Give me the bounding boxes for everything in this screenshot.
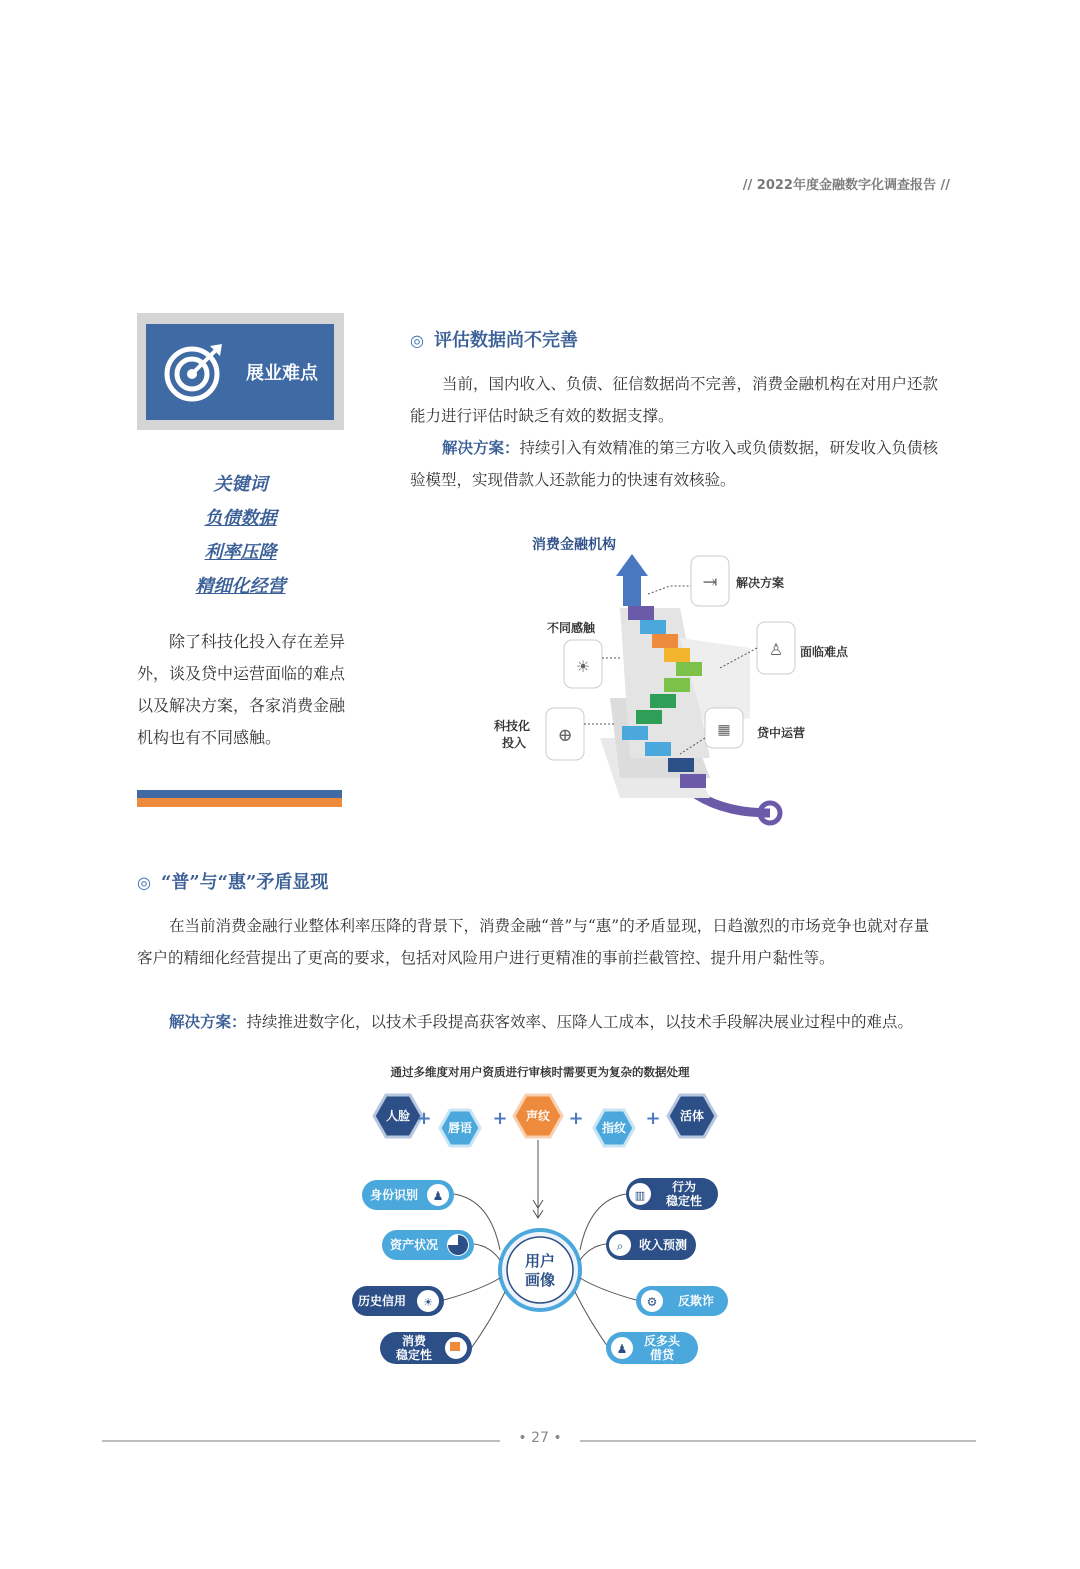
step (676, 662, 702, 676)
svg-text:收入预测: 收入预测 (638, 1238, 688, 1252)
svg-text:⊕: ⊕ (557, 725, 573, 746)
svg-text:唇语: 唇语 (447, 1121, 473, 1135)
svg-text:⚙: ⚙ (646, 1295, 658, 1309)
ring-bullet-icon: ◎ (410, 331, 424, 350)
svg-text:消费: 消费 (401, 1334, 427, 1348)
section2-solution-text: 持续推进数字化，以技术手段提高获客效率、压降人工成本，以技术手段解决展业过程中的难点。 (246, 1013, 914, 1031)
section2-body-text: 在当前消费金融行业整体利率压降的背景下，消费金融“普”与“惠”的矛盾显现，日趋激烈的市场竞争也就对存量客户的精细化经营提出了更高的要求，包括对风险用户进行更精准的事前拦截管控、提升用户黏性等。 (137, 917, 930, 967)
stairs-diagram (480, 528, 880, 838)
step (628, 606, 654, 620)
hex-voice (514, 1095, 562, 1137)
svg-text:声纹: 声纹 (525, 1109, 551, 1123)
chip-credit-history (352, 1286, 444, 1316)
svg-text:行为: 行为 (671, 1180, 697, 1194)
keyword: 负债数据 (204, 508, 277, 529)
sidebar-text-content: 除了科技化投入存在差异外，谈及贷中运营面临的难点以及解决方案，各家消费金融机构也有不同感触。 (137, 632, 346, 747)
svg-text:♟: ♟ (432, 1189, 444, 1203)
stairs-top-label: 消费金融机构 (532, 537, 616, 553)
ring-bullet-icon: ◎ (137, 873, 151, 892)
svg-text:资产状况: 资产状况 (389, 1238, 439, 1252)
label-tech-2: 投入 (502, 736, 527, 750)
step (622, 726, 648, 740)
svg-text:♙: ♙ (768, 640, 784, 659)
svg-text:活体: 活体 (679, 1109, 705, 1123)
solution-label: 解决方案： (442, 438, 520, 457)
svg-text:指纹: 指纹 (601, 1121, 627, 1135)
keywords-title: 关键词 (213, 474, 268, 495)
hex-fingerprint (594, 1110, 634, 1146)
section2-heading (137, 868, 328, 894)
keywords (137, 468, 344, 604)
solution-label: 解决方案： (169, 1012, 247, 1031)
section1-body-text: 当前，国内收入、负债、征信数据尚不完善，消费金融机构在对用户还款能力进行评估时缺乏有效的数据支撑。 (410, 375, 939, 425)
section2-body (137, 910, 943, 974)
svg-text:▥: ▥ (634, 1189, 646, 1202)
profile-title: 通过多维度对用户资质进行审核时需要更为复杂的数据处理 (390, 1065, 690, 1079)
section1-heading (410, 326, 578, 352)
chip-consumption-stability (380, 1332, 472, 1364)
step (636, 710, 662, 724)
divider-stripe (137, 798, 342, 807)
svg-text:身份识别: 身份识别 (369, 1188, 419, 1202)
divider-stripe (137, 790, 342, 798)
svg-text:▦: ▦ (717, 722, 731, 738)
step (650, 694, 676, 708)
svg-text:历史信用: 历史信用 (357, 1294, 407, 1308)
report-title: // 2022年度金融数字化调查报告 // (742, 178, 950, 193)
chip-income-forecast (606, 1230, 696, 1260)
hex-liveness (668, 1095, 716, 1137)
svg-text:+: + (645, 1108, 661, 1129)
svg-text:☀: ☀ (575, 657, 591, 676)
section2-title: “普”与“惠”矛盾显现 (160, 872, 329, 893)
svg-text:反多头: 反多头 (643, 1334, 681, 1348)
label-mid-loan: 贷中运营 (757, 726, 806, 740)
chip-identity (362, 1180, 454, 1210)
chip-anti-fraud (636, 1286, 728, 1316)
badge (146, 324, 334, 420)
center-label: 画像 (524, 1271, 556, 1289)
step (640, 620, 666, 634)
label-difficulty: 面临难点 (800, 645, 849, 659)
sidebar-text (137, 626, 347, 754)
chip-behavior-stability (626, 1178, 718, 1210)
svg-text:⌕: ⌕ (616, 1239, 624, 1253)
step (645, 742, 671, 756)
step (664, 678, 690, 692)
keyword: 精细化经营 (195, 576, 286, 597)
up-arrow-icon (616, 554, 648, 606)
section1-solution-text: 持续引入有效精准的第三方收入或负债数据，研发收入负债核验模型，实现借款人还款能力的快速有效核验。 (410, 439, 939, 489)
label-different: 不同感触 (547, 621, 596, 635)
keyword: 利率压降 (204, 542, 277, 563)
step (680, 774, 706, 788)
step (668, 758, 694, 772)
center-label: 用户 (524, 1252, 556, 1270)
label-tech-1: 科技化 (494, 719, 531, 733)
badge-label: 展业难点 (246, 363, 318, 384)
section1-body (410, 368, 942, 432)
svg-text:稳定性: 稳定性 (665, 1194, 703, 1208)
section1-title: 评估数据尚不完善 (433, 330, 578, 351)
label-solution: 解决方案 (736, 576, 785, 590)
svg-text:+: + (416, 1108, 432, 1129)
svg-text:⇥: ⇥ (702, 572, 718, 593)
svg-text:反欺诈: 反欺诈 (677, 1294, 715, 1308)
step (664, 648, 690, 662)
svg-text:+: + (568, 1108, 584, 1129)
chip-assets (382, 1230, 474, 1260)
chip-multi-lending (606, 1332, 698, 1364)
user-profile-diagram (340, 1060, 740, 1380)
svg-text:☀: ☀ (423, 1296, 433, 1309)
svg-text:+: + (492, 1108, 508, 1129)
svg-text:♟: ♟ (616, 1342, 628, 1356)
page-number: • 27 • (500, 1430, 580, 1446)
hex-lip (440, 1110, 480, 1146)
svg-text:稳定性: 稳定性 (395, 1348, 433, 1362)
section1-solution (410, 432, 942, 496)
target-icon (162, 340, 226, 404)
svg-text:借贷: 借贷 (649, 1348, 675, 1362)
hex-face (374, 1095, 422, 1137)
svg-text:人脸: 人脸 (385, 1109, 411, 1123)
section2-solution (137, 1006, 943, 1038)
step (652, 634, 678, 648)
